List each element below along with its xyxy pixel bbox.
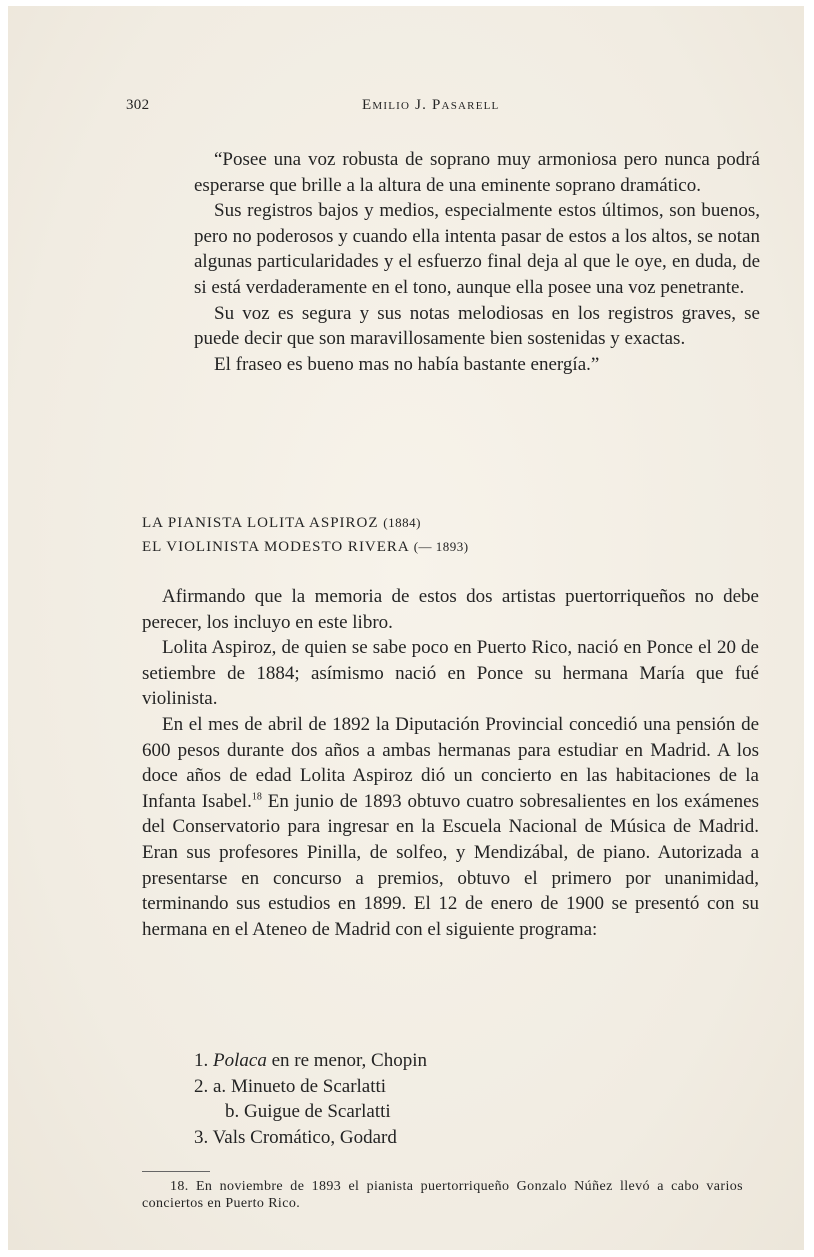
footnote-text: 18. En noviembre de 1893 el pianista puertorriqueño Gonzalo Núñez llevó a cabo varios conciertos en Puerto Rico.	[142, 1179, 743, 1211]
section-heading-violinist	[142, 539, 469, 556]
program-item	[194, 1048, 427, 1074]
footnote	[142, 1178, 743, 1212]
concert-program	[194, 1048, 427, 1150]
item-text: Vals Cromático, Godard	[212, 1126, 397, 1148]
body-paragraph	[142, 712, 759, 942]
quoted-review	[194, 147, 760, 377]
footnote-ref: 18	[251, 791, 262, 803]
footnote-rule	[142, 1171, 210, 1172]
quote-paragraph: Sus registros bajos y medios, especialmente estos últimos, son buenos, pero no poderosos y cuando ella intenta pasar de estos a los altos, se notan algunas particularidades y el esfuerzo final deja al que le oye, en duda, de si está verdaderamente en el tono, aunque ella posee una voz penetrante.	[194, 200, 760, 298]
body-paragraph: Lolita Aspiroz, de quien se sabe poco en Puerto Rico, nació en Ponce el 20 de setiembre de 1884; asímismo nació en Ponce su hermana María que fué violinista.	[142, 637, 759, 710]
heading-title: EL VIOLINISTA MODESTO RIVERA	[142, 539, 409, 555]
heading-years: (1884)	[383, 515, 421, 530]
section-body	[142, 584, 759, 942]
item-subletter: a.	[213, 1075, 227, 1097]
paragraph-text: En el mes de abril de 1892 la Diputación Provincial concedió una pensión de 600 pesos durante dos años a ambas hermanas para estudiar en Madrid. A los doce años de edad Lolita Aspiroz dió un concierto en las habitaciones de la Infanta Isabel.	[142, 713, 759, 812]
item-text: en re menor, Chopin	[266, 1050, 428, 1071]
item-title: Polaca	[213, 1050, 267, 1071]
quote-paragraph: “Posee una voz robusta de soprano muy armoniosa pero nunca podrá esperarse que brille a la altura de una eminente soprano dramático.	[194, 149, 760, 196]
page-number: 302	[126, 97, 150, 113]
item-subletter: b.	[225, 1101, 240, 1123]
item-text: Guigue de Scarlatti	[244, 1101, 391, 1123]
program-item	[194, 1074, 427, 1100]
book-page	[8, 6, 804, 1250]
item-number: 3.	[194, 1126, 209, 1148]
item-text: Minueto de Scarlatti	[230, 1075, 387, 1097]
quote-paragraph: Su voz es segura y sus notas melodiosas en los registros graves, se puede decir que son maravillosamente bien sostenidas y exactas.	[194, 302, 760, 350]
paragraph-text: En junio de 1893 obtuvo cuatro sobresalientes en los exámenes del Conservatorio para ingresar en la Escuela Nacional de Música de Madrid. Eran sus profesores Pinilla, de solfeo, y Mendizábal, de piano. Autorizada a presentarse en concurso a premios, obtuvo el primero por unanimidad, terminando sus estudios en 1899. El 12 de enero de 1900 se presentó con su hermana en el Ateneo de Madrid con el siguiente programa:	[142, 790, 759, 940]
item-number: 1.	[194, 1050, 209, 1071]
heading-title: LA PIANISTA LOLITA ASPIROZ	[142, 515, 379, 531]
item-number: 2.	[194, 1075, 209, 1097]
heading-years: (— 1893)	[413, 539, 469, 554]
program-item	[194, 1099, 427, 1125]
section-heading-pianist	[142, 515, 421, 532]
program-item	[194, 1125, 427, 1151]
running-head: Emilio J. Pasarell	[362, 97, 500, 113]
body-paragraph: Afirmando que la memoria de estos dos artistas puertorriqueños no debe perecer, los incluyo en este libro.	[142, 586, 759, 633]
quote-paragraph: El fraseo es bueno mas no había bastante energía.”	[214, 353, 600, 375]
